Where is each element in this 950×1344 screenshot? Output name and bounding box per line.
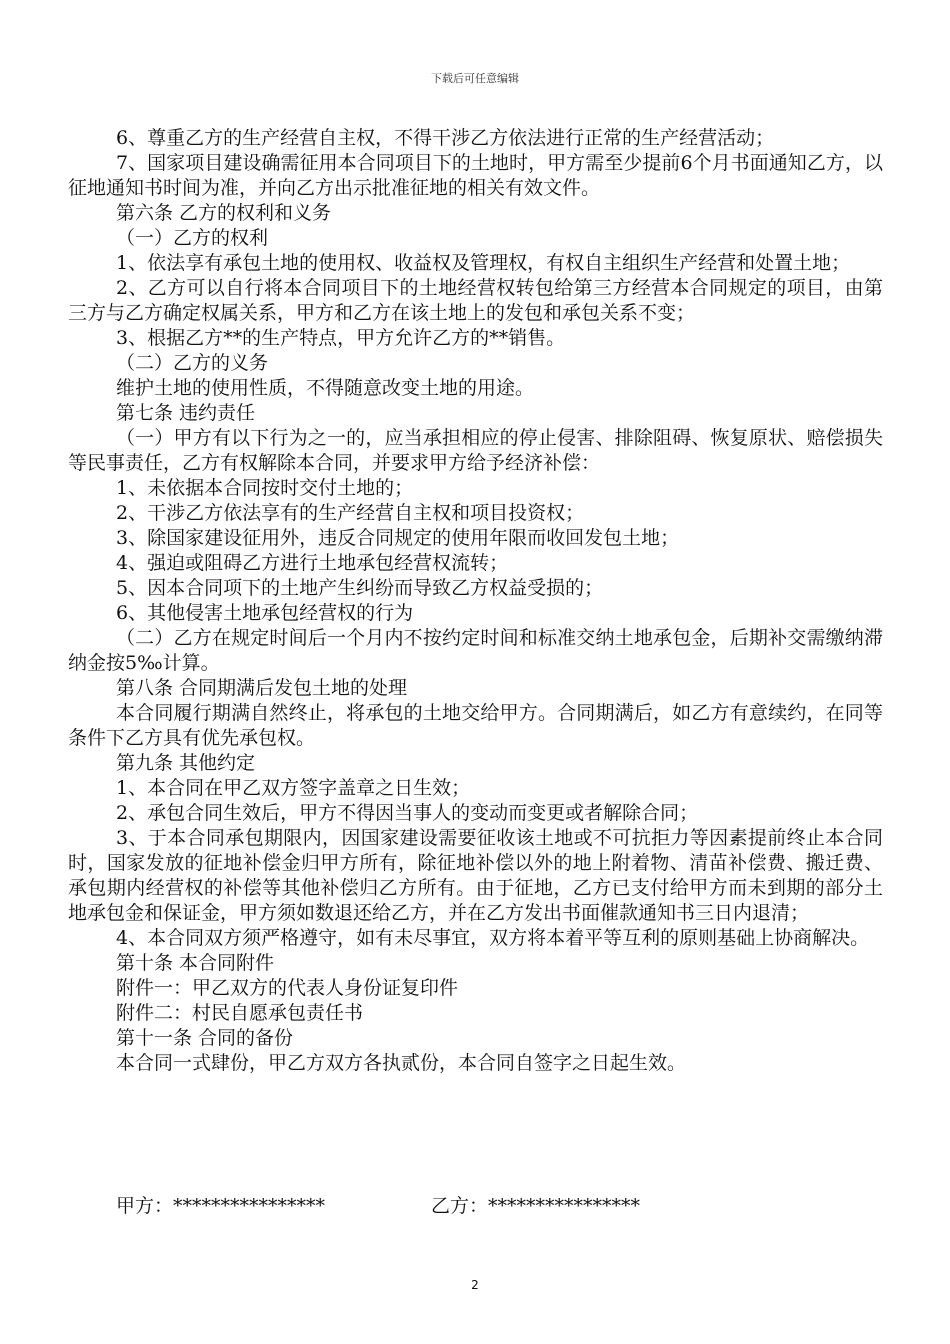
paragraph: （一）甲方有以下行为之一的，应当承担相应的停止侵害、排除阻碍、恢复原状、赔偿损失等民事责任，乙方有权解除本合同，并要求甲方给予经济补偿：: [68, 427, 883, 474]
list-item: 3、除国家建设征用外，违反合同规定的使用年限而收回发包土地；: [116, 527, 680, 549]
document-body: [68, 126, 883, 1076]
paragraph: 本合同履行期满自然终止，将承包的土地交给甲方。合同期满后，如乙方有意续约，在同等条件下乙方具有优先承包权。: [68, 702, 883, 749]
section-heading: 第九条 其他约定: [116, 752, 256, 774]
paragraph: 7、国家项目建设确需征用本合同项目下的土地时，甲方需至少提前6个月书面通知乙方，以征地通知书时间为准，并向乙方出示批准征地的相关有效文件。: [68, 152, 883, 199]
paragraph: 2、乙方可以自行将本合同项目下的土地经营权转包给第三方经营本合同规定的项目，由第三方与乙方确定权属关系，甲方和乙方在该土地上的发包和承包关系不变；: [68, 277, 883, 324]
section-heading: 第六条 乙方的权利和义务: [116, 202, 332, 224]
list-item: 5、因本合同项下的土地产生纠纷而导致乙方权益受损的；: [116, 577, 604, 599]
paragraph: 维护土地的使用性质，不得随意改变土地的用途。: [116, 377, 535, 399]
party-a-signature: 甲方：****************: [116, 1195, 326, 1217]
list-item: 4、本合同双方须严格遵守，如有未尽事宜，双方将本着平等互利的原则基础上协商解决。: [116, 927, 870, 949]
list-item: 4、强迫或阻碍乙方进行土地承包经营权流转；: [116, 552, 509, 574]
signature-line: [116, 1194, 641, 1219]
page-number: 2: [471, 1278, 479, 1292]
list-item: 2、承包合同生效后，甲方不得因当事人的变动而变更或者解除合同；: [116, 802, 699, 824]
list-item: 2、干涉乙方依法享有的生产经营自主权和项目投资权；: [116, 502, 585, 524]
section-heading: 第七条 违约责任: [116, 402, 256, 424]
list-item: 3、于本合同承包期限内，因国家建设需要征收该土地或不可抗拒力等因素提前终止本合同时，国家发放的征地补偿金归甲方所有，除征地补偿以外的地上附着物、清苗补偿费、搬迁费、承包期内经营权的补偿等其他补偿归乙方所有。由于征地，乙方已支付给甲方而未到期的部分土地承包金和保证金，甲方须如数退还给乙方，并在乙方发出书面催款通知书三日内退清；: [68, 827, 883, 924]
list-item: 6、其他侵害土地承包经营权的行为: [116, 602, 414, 624]
paragraph: 1、依法享有承包土地的使用权、收益权及管理权，有权自主组织生产经营和处置土地；: [116, 252, 851, 274]
party-b-signature: 乙方：****************: [431, 1195, 641, 1217]
section-heading: 第十条 本合同附件: [116, 952, 275, 974]
paragraph: 6、尊重乙方的生产经营自主权，不得干涉乙方依法进行正常的生产经营活动；: [116, 127, 775, 149]
section-heading: 第十一条 合同的备份: [116, 1027, 294, 1049]
paragraph: （二）乙方在规定时间后一个月内不按约定时间和标准交纳土地承包金，后期补交需缴纳滞纳金按5‰计算。: [68, 627, 883, 674]
paragraph: 本合同一式肆份，甲乙方双方各执贰份，本合同自签字之日起生效。: [116, 1052, 687, 1074]
subsection-heading: （一）乙方的权利: [116, 227, 269, 249]
page-header: 下载后可任意编辑: [431, 72, 519, 85]
attachment-item: 附件二：村民自愿承包责任书: [116, 1002, 364, 1024]
subsection-heading: （二）乙方的义务: [116, 352, 269, 374]
list-item: 1、本合同在甲乙双方签字盖章之日生效；: [116, 777, 471, 799]
attachment-item: 附件一：甲乙双方的代表人身份证复印件: [116, 977, 459, 999]
section-heading: 第八条 合同期满后发包土地的处理: [116, 677, 408, 699]
list-item: 1、未依据本合同按时交付土地的；: [116, 477, 414, 499]
paragraph: 3、根据乙方**的生产特点，甲方允许乙方的**销售。: [116, 327, 566, 349]
